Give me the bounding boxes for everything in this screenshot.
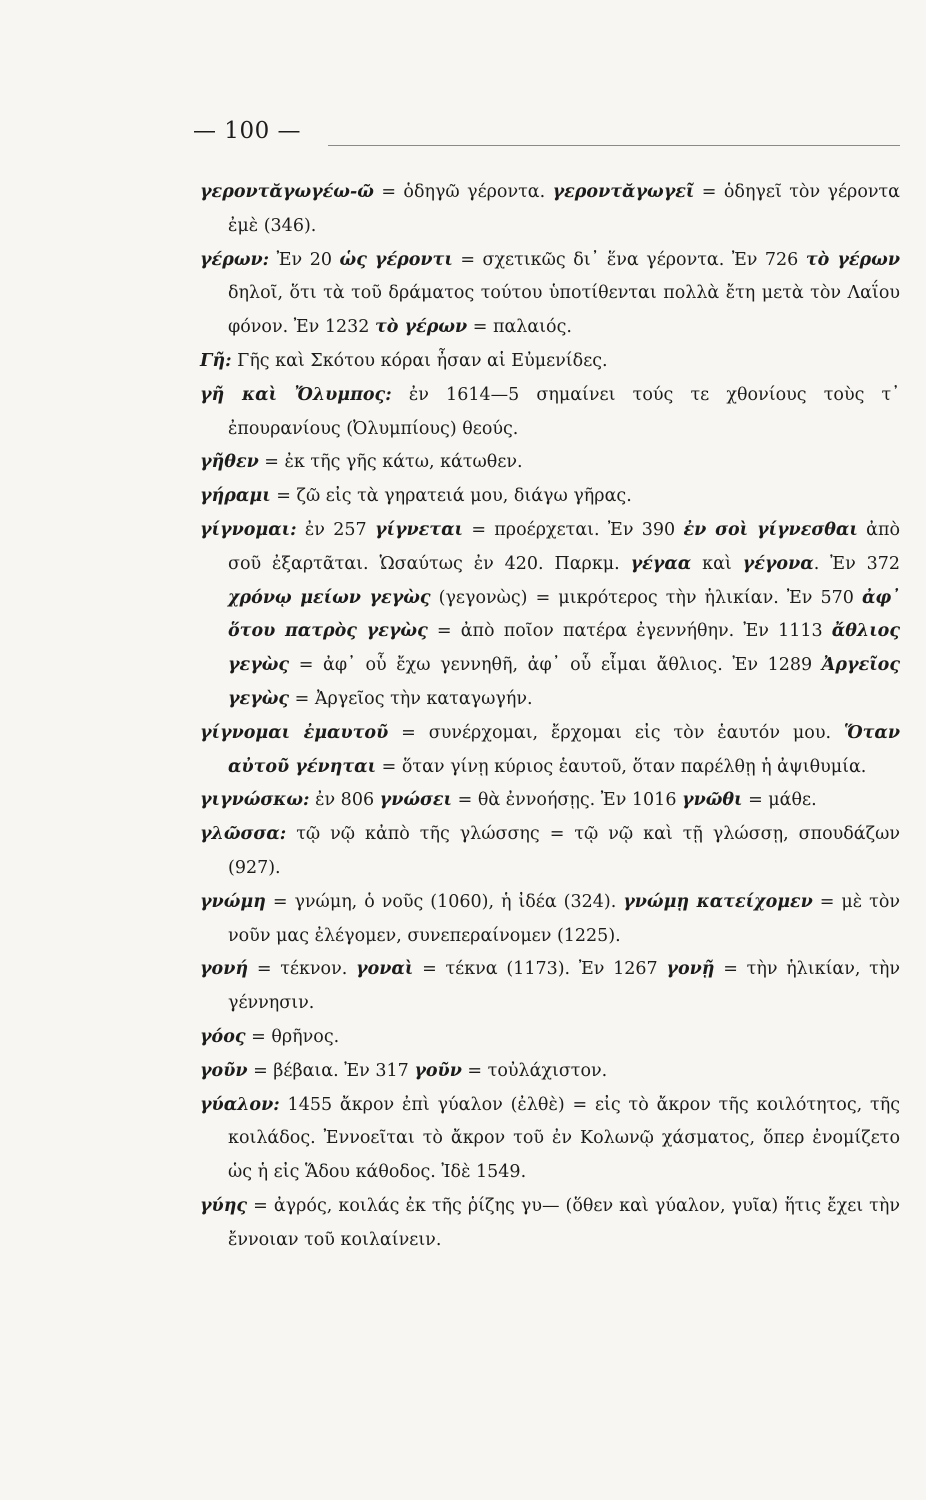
- headword: γνώμη: [200, 891, 266, 912]
- dictionary-entry: [200, 1055, 900, 1089]
- entry-text: = ἀπὸ ποῖον πατέρα ἐγεννήθην. Ἐν 1113: [427, 621, 832, 642]
- dictionary-entry: [200, 1089, 900, 1190]
- entry-text: = θρῆνος.: [245, 1026, 340, 1047]
- headword: Ὅταν αὐτοῦ γένηται: [228, 722, 900, 777]
- entry-text: = Ἀργεῖος τὴν καταγωγήν.: [289, 688, 533, 709]
- headword: γέρων:: [200, 249, 270, 270]
- entry-text: Γῆς καὶ Σκότου κόραι ἦσαν αἱ Εὐμενίδες.: [231, 350, 608, 371]
- headword: γοῦν: [200, 1060, 248, 1081]
- dictionary-entry: [200, 1021, 900, 1055]
- entry-text: = ἀγρός, κοιλάς ἐκ τῆς ῥίζης γυ— (ὅθεν καὶ γύαλον, γυῖα) ἥτις ἔχει τὴν ἔννοιαν τοῦ κοιλαίνειν.: [228, 1195, 900, 1250]
- entry-text: = γνώμη, ὁ νοῦς (1060), ἡ ἰδέα (324).: [265, 891, 624, 912]
- dictionary-entry: [200, 176, 900, 244]
- entry-text: = βέβαια. Ἐν 317: [247, 1060, 415, 1081]
- entry-text: = ζῶ εἰς τὰ γηρατειά μου, διάγω γῆρας.: [270, 486, 632, 507]
- dictionary-entry: [200, 953, 900, 1021]
- entry-text: = τὴν ἡλικίαν, τὴν γέννησιν.: [228, 959, 900, 1014]
- entry-text: . Ἐν 372: [813, 553, 900, 574]
- entry-text: = ὁδηγῶ γέροντα.: [373, 182, 553, 202]
- headword: γίγνεται: [374, 519, 464, 540]
- headword: Γῆ:: [200, 350, 232, 371]
- headword: γεροντᾰγωγέω-ῶ: [200, 182, 374, 202]
- entry-text: = τοὐλάχιστον.: [461, 1060, 608, 1081]
- entries-column: [200, 176, 900, 1258]
- headword: τὸ γέρων: [374, 317, 468, 338]
- headword: ἀφ᾽ ὅτου πατρὸς γεγὼς: [228, 587, 900, 642]
- entry-text: = τέκνον.: [248, 959, 357, 980]
- headword: γιγνώσκω:: [200, 790, 310, 811]
- headword: γνώσει: [379, 790, 453, 811]
- headword: γύαλον:: [200, 1094, 280, 1115]
- headword: γίγνομαι:: [200, 519, 297, 540]
- headword: γονῇ: [666, 959, 715, 980]
- entry-text: ἀπὸ σοῦ ἐξαρτᾶται. Ὡσαύτως ἐν 420. Παρκμ.: [228, 519, 901, 574]
- headword: γίγνομαι ἐμαυτοῦ: [200, 722, 389, 743]
- entry-text: ἐν 806: [309, 790, 380, 811]
- dictionary-entry: [200, 1190, 900, 1258]
- entry-text: δηλοῖ, ὅτι τὰ τοῦ δράματος τούτου ὑποτίθενται πολλὰ ἔτη μετὰ τὸν Λαΐου φόνον. Ἐν 1232: [228, 283, 900, 338]
- dictionary-entry: [200, 345, 900, 379]
- headword: γέγονα: [742, 553, 814, 574]
- entry-text: = συνέρχομαι, ἔρχομαι εἰς τὸν ἑαυτόν μου.: [388, 722, 844, 743]
- entry-text: 1455 ἄκρον ἐπὶ γύαλον (ἐλθὲ) = εἰς τὸ ἄκρον τῆς κοιλότητος, τῆς κοιλάδος. Ἐννοεῖται τὸ ἄκρον τοῦ ἐν Κολωνῷ χάσματος, ὅπερ ἐνομίζετο ὡς ἡ εἰς Ἅδου κάθοδος. Ἰδὲ 1549.: [228, 1094, 900, 1183]
- headword: Ἀργεῖος γεγὼς: [228, 655, 900, 709]
- headword: γλῶσσα:: [200, 824, 287, 845]
- entry-text: = σχετικῶς δι᾽ ἕνα γέροντα. Ἐν 726: [452, 249, 806, 270]
- headword: γνῶθι: [682, 790, 743, 811]
- entry-text: (γεγονὼς) = μικρότερος τὴν ἡλικίαν. Ἐν 570: [430, 587, 862, 608]
- page-number-header: — 100 —: [193, 118, 302, 144]
- dictionary-entry: [200, 480, 900, 514]
- headword: τὸ γέρων: [805, 249, 900, 270]
- headword: γονή: [200, 959, 249, 980]
- headword: γύης: [200, 1195, 248, 1216]
- header-rule: [328, 145, 900, 146]
- entry-text: = μάθε.: [742, 790, 817, 811]
- headword: γέγαα: [630, 553, 692, 574]
- entry-text: καὶ: [691, 553, 743, 574]
- dictionary-entry: [200, 514, 900, 717]
- entry-text: = παλαιός.: [467, 317, 572, 338]
- entry-text: = προέρχεται. Ἐν 390: [463, 519, 684, 540]
- headword: ὡς γέροντι: [339, 249, 453, 270]
- entry-text: = θὰ ἐννοήσῃς. Ἐν 1016: [452, 790, 683, 811]
- entry-text: = ἐκ τῆς γῆς κάτω, κάτωθεν.: [258, 452, 523, 473]
- headword: χρόνῳ μείων γεγὼς: [228, 587, 431, 608]
- headword: γόος: [200, 1026, 246, 1047]
- entry-text: τῷ νῷ κἀπὸ τῆς γλώσσης = τῷ νῷ καὶ τῇ γλώσσῃ, σπουδάζων (927).: [228, 824, 900, 878]
- headword: γεροντᾰγωγεῖ: [552, 182, 695, 202]
- entry-text: = ὅταν γίνῃ κύριος ἑαυτοῦ, ὅταν παρέλθῃ ἡ ἀψιθυμία.: [376, 756, 867, 777]
- entry-text: ἐν 257: [296, 519, 375, 540]
- headword: γῆ καὶ Ὄλυμπος:: [200, 384, 392, 405]
- headword: γνώμῃ κατείχομεν: [623, 891, 813, 912]
- dictionary-entry: [200, 446, 900, 480]
- entry-text: = ὁδηγεῖ τὸν γέροντα ἐμὲ (346).: [228, 182, 901, 236]
- headword: ἄθλιος γεγὼς: [228, 621, 900, 676]
- dictionary-entry: [200, 717, 900, 785]
- dictionary-entry: [200, 818, 900, 886]
- entry-text: Ἐν 20: [269, 249, 340, 270]
- entry-text: ἐν 1614—5 σημαίνει τούς τε χθονίους τοὺς τ᾽ ἐπουρανίους (Ὀλυμπίους) θεούς.: [228, 384, 900, 439]
- dictionary-entry: [200, 886, 900, 954]
- entry-text: = μὲ τὸν νοῦν μας ἐλέγομεν, συνεπεραίνομεν (1225).: [228, 891, 900, 946]
- dictionary-entry: [200, 379, 900, 447]
- entry-text: = τέκνα (1173). Ἐν 1267: [413, 959, 667, 980]
- dictionary-entry: [200, 244, 900, 345]
- headword: γῆθεν: [200, 452, 259, 473]
- headword: γήραμι: [200, 486, 271, 507]
- headword: ἐν σοὶ γίγνεσθαι: [683, 519, 858, 540]
- dictionary-entry: [200, 784, 900, 818]
- headword: γοναὶ: [356, 959, 414, 980]
- entry-text: = ἀφ᾽ οὗ ἔχω γεννηθῆ, ἀφ᾽ οὗ εἶμαι ἄθλιος. Ἐν 1289: [289, 655, 822, 676]
- headword: γοῦν: [414, 1060, 462, 1081]
